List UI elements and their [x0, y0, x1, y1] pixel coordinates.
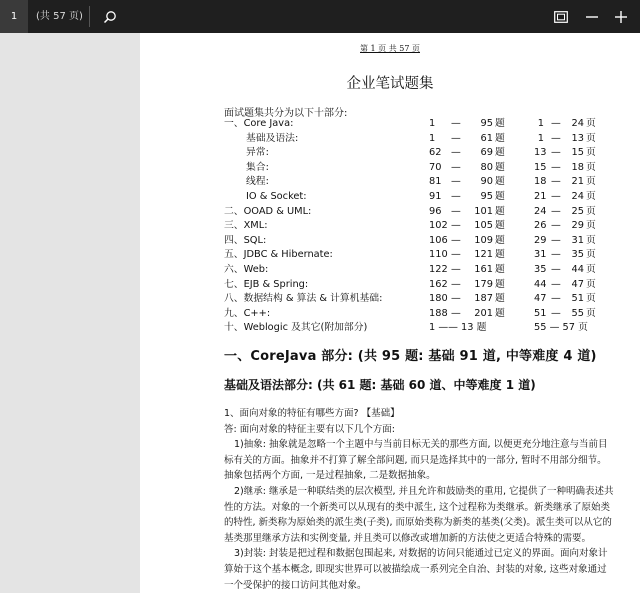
toc-question-to: 90	[480, 176, 493, 188]
question-line: 1、面向对象的特征有哪些方面? 【基础】	[224, 408, 400, 419]
document-page	[140, 33, 640, 593]
toc-question-unit: 题	[495, 293, 505, 305]
page-number-box[interactable]: 1	[0, 0, 28, 33]
toc-dash: —	[551, 307, 561, 319]
toc-label: IO & Socket:	[246, 190, 307, 202]
answer-inheritance: 2)继承: 继承是一种联结类的层次模型, 并且允许和鼓励类的重用, 它提供了一种明确表述共性的方法。对象的一个新类可以从现有的类中派生, 这个过程称为类继承。新类继承了原始类的特性, 新类称为原始类的派生类(子类), 而原始类称为新类的基类(父类)。派生类可以从它的基类那里继承方法和实例变量, 并且类可以修改或增加新的方法使之更适合特殊的需要。	[224, 485, 614, 544]
toc-label: 基础及语法:	[246, 132, 299, 144]
toc-label: 三、XML:	[224, 220, 268, 232]
toc-question-range: 1 —— 13 题	[429, 322, 487, 334]
toc-row	[140, 132, 640, 147]
toc-question-to: 161	[474, 263, 493, 275]
toc-dash: —	[451, 249, 461, 261]
toc-dash: —	[551, 249, 561, 261]
toc-page-from: 51	[534, 307, 547, 319]
toc-row	[140, 190, 640, 205]
body-text	[224, 406, 614, 593]
toc-row	[140, 117, 640, 132]
toc-dash: —	[451, 132, 461, 144]
toc-question-to: 95	[480, 118, 493, 129]
toc-dash: —	[451, 190, 461, 202]
page-header: 第 1 页 共 57 页	[360, 44, 420, 53]
zoom-out-icon	[585, 10, 599, 24]
toc-label: 十、Weblogic 及其它(附加部分)	[224, 322, 368, 334]
toc-dash: —	[451, 278, 461, 290]
toc-row	[140, 307, 640, 322]
toc-page-from: 47	[534, 293, 547, 305]
toc-row	[140, 234, 640, 249]
toc-dash: —	[451, 220, 461, 232]
search-icon	[103, 10, 117, 24]
toc-page-unit: 页	[586, 132, 596, 144]
toc-page-unit: 页	[586, 278, 596, 290]
toc-dash: —	[551, 190, 561, 202]
fullscreen-icon	[554, 11, 568, 23]
toc-label: 一、Core Java:	[224, 118, 294, 129]
toc-dash: —	[551, 118, 561, 129]
toc-page-unit: 页	[586, 161, 596, 173]
toc-page-unit: 页	[586, 176, 596, 188]
toc-page-to: 51	[571, 293, 584, 305]
toc-dash: —	[551, 132, 561, 144]
toc-label: 八、数据结构 & 算法 & 计算机基础:	[224, 293, 383, 305]
answer-abstraction: 1)抽象: 抽象就是忽略一个主题中与当前目标无关的那些方面, 以便更充分地注意与当前目标有关的方面。抽象并不打算了解全部问题, 而只是选择其中的一部分, 暂时不用部分细节。抽象包括两个方面, 一是过程抽象, 二是数据抽象。	[224, 439, 608, 482]
toc-page-from: 31	[534, 249, 547, 261]
toc-question-to: 121	[474, 249, 493, 261]
toc-question-to: 201	[474, 307, 493, 319]
toc-dash: —	[451, 293, 461, 305]
toc-page-from: 18	[534, 176, 547, 188]
toc-page-unit: 页	[586, 205, 596, 217]
toc-question-to: 187	[474, 293, 493, 305]
toc-page-unit: 页	[586, 118, 596, 129]
toc-question-from: 91	[429, 190, 442, 202]
viewer-background	[0, 33, 140, 593]
toc-question-from: 162	[429, 278, 448, 290]
answer-intro: 答: 面向对象的特征主要有以下几个方面:	[224, 423, 395, 435]
toc-page-to: 44	[571, 263, 584, 275]
toc-question-from: 106	[429, 234, 448, 246]
toc-dash: —	[551, 161, 561, 173]
toc-row	[140, 321, 640, 336]
toc-row	[140, 292, 640, 307]
toc-dash: —	[551, 293, 561, 305]
toc-row	[140, 175, 640, 190]
toolbar-divider	[89, 6, 90, 27]
toc-page-from: 15	[534, 161, 547, 173]
toc-question-from: 96	[429, 205, 442, 217]
toc-row	[140, 219, 640, 234]
toc-question-unit: 题	[495, 132, 505, 144]
toc-page-from: 21	[534, 190, 547, 202]
toc-page-from: 13	[534, 147, 547, 159]
toc-label: 七、EJB & Spring:	[224, 278, 309, 290]
toc-page-unit: 页	[586, 307, 596, 319]
toc-label: 五、JDBC & Hibernate:	[224, 249, 333, 261]
viewer-toolbar	[0, 0, 640, 33]
toc-dash: —	[551, 220, 561, 232]
toc-page-to: 25	[571, 205, 584, 217]
toc-dash: —	[551, 278, 561, 290]
document-title: 企业笔试题集	[346, 76, 434, 92]
toc-page-to: 21	[571, 176, 584, 188]
toc-question-to: 95	[480, 190, 493, 202]
toc-row	[140, 248, 640, 263]
toc-question-unit: 题	[495, 234, 505, 246]
toc-label: 异常:	[246, 147, 269, 159]
toc-dash: —	[451, 205, 461, 217]
toc-page-from: 26	[534, 220, 547, 232]
toc-question-from: 62	[429, 147, 442, 159]
toc-page-unit: 页	[586, 190, 596, 202]
toc-question-unit: 题	[495, 263, 505, 275]
toc-dash: —	[551, 263, 561, 275]
toc-question-to: 105	[474, 220, 493, 232]
toc-row	[140, 263, 640, 278]
toc-page-unit: 页	[586, 234, 596, 246]
toc-question-from: 188	[429, 307, 448, 319]
toc-page-to: 18	[571, 161, 584, 173]
toc-row	[140, 161, 640, 176]
toc-dash: —	[451, 234, 461, 246]
toc-question-from: 110	[429, 249, 448, 261]
toc-page-to: 31	[571, 234, 584, 246]
toc-page-unit: 页	[586, 220, 596, 232]
toc-question-to: 80	[480, 161, 493, 173]
toc-question-unit: 题	[495, 205, 505, 217]
toc-page-from: 44	[534, 278, 547, 290]
toc-question-from: 1	[429, 132, 436, 144]
toc-question-from: 180	[429, 293, 448, 305]
toc-question-unit: 题	[495, 190, 505, 202]
toc-dash: —	[451, 161, 461, 173]
toc-question-to: 69	[480, 147, 493, 159]
toc-dash: —	[451, 263, 461, 275]
toc-question-unit: 题	[495, 176, 505, 188]
toc-page-from: 1	[537, 132, 544, 144]
toc-page-from: 1	[537, 118, 544, 129]
toc-label: 六、Web:	[224, 263, 269, 275]
toc-label: 四、SQL:	[224, 234, 267, 246]
zoom-out-button[interactable]	[577, 0, 607, 33]
toc-dash: —	[551, 234, 561, 246]
toc-row	[140, 146, 640, 161]
toc-page-to: 35	[571, 249, 584, 261]
toc-dash: —	[551, 205, 561, 217]
toc-dash: —	[551, 147, 561, 159]
zoom-in-icon	[614, 10, 628, 24]
toc-page-to: 55	[571, 307, 584, 319]
toc-page-from: 24	[534, 205, 547, 217]
toc-page-to: 29	[571, 220, 584, 232]
toc-question-unit: 题	[495, 118, 505, 129]
toc-page-from: 29	[534, 234, 547, 246]
toc-question-unit: 题	[495, 220, 505, 232]
toc-question-from: 122	[429, 263, 448, 275]
answer-encapsulation: 3)封装: 封装是把过程和数据包围起来, 对数据的访问只能通过已定义的界面。面向对象计算始于这个基本概念, 即现实世界可以被描绘成一系列完全自治、封装的对象, 这些对象通过一个受保护的接口访问其他对象。	[224, 548, 608, 591]
toc-dash: —	[451, 307, 461, 319]
toc-page-unit: 页	[586, 263, 596, 275]
zoom-in-button[interactable]	[606, 0, 636, 33]
table-of-contents	[140, 117, 640, 336]
toc-question-unit: 题	[495, 249, 505, 261]
toc-label: 集合:	[246, 161, 269, 173]
toc-question-unit: 题	[495, 147, 505, 159]
fullscreen-button[interactable]	[546, 0, 576, 33]
toc-dash: —	[451, 118, 461, 129]
toc-row	[140, 278, 640, 293]
toc-label: 二、OOAD & UML:	[224, 205, 312, 217]
toc-question-unit: 题	[495, 278, 505, 290]
toc-page-unit: 页	[586, 293, 596, 305]
toc-page-range: 55 — 57 页	[534, 322, 588, 334]
toc-page-to: 13	[571, 132, 584, 144]
toc-label: 线程:	[246, 176, 269, 188]
toc-page-to: 15	[571, 147, 584, 159]
toc-page-to: 47	[571, 278, 584, 290]
toc-page-from: 35	[534, 263, 547, 275]
toc-label: 九、C++:	[224, 307, 271, 319]
toc-question-to: 109	[474, 234, 493, 246]
page-total-label: (共 57 页)	[36, 11, 83, 22]
toc-row	[140, 205, 640, 220]
toc-page-unit: 页	[586, 147, 596, 159]
toc-question-unit: 题	[495, 161, 505, 173]
toc-intro: 面试题集共分为以下十部分:	[224, 108, 348, 119]
toc-page-to: 24	[571, 118, 584, 129]
toc-question-from: 102	[429, 220, 448, 232]
toc-page-unit: 页	[586, 249, 596, 261]
toc-question-from: 81	[429, 176, 442, 188]
toc-question-to: 61	[480, 132, 493, 144]
section-heading: 一、CoreJava 部分: (共 95 题: 基础 91 道, 中等难度 4 道)	[224, 349, 597, 364]
subsection-heading: 基础及语法部分: (共 61 题: 基础 60 道、中等难度 1 道)	[224, 378, 536, 392]
toc-question-from: 70	[429, 161, 442, 173]
toc-dash: —	[451, 176, 461, 188]
toc-dash: —	[551, 176, 561, 188]
toc-question-to: 179	[474, 278, 493, 290]
toc-question-to: 101	[474, 205, 493, 217]
toc-dash: —	[451, 147, 461, 159]
search-button[interactable]	[95, 0, 125, 33]
toc-page-to: 24	[571, 190, 584, 202]
toc-question-from: 1	[429, 118, 436, 129]
toc-question-unit: 题	[495, 307, 505, 319]
